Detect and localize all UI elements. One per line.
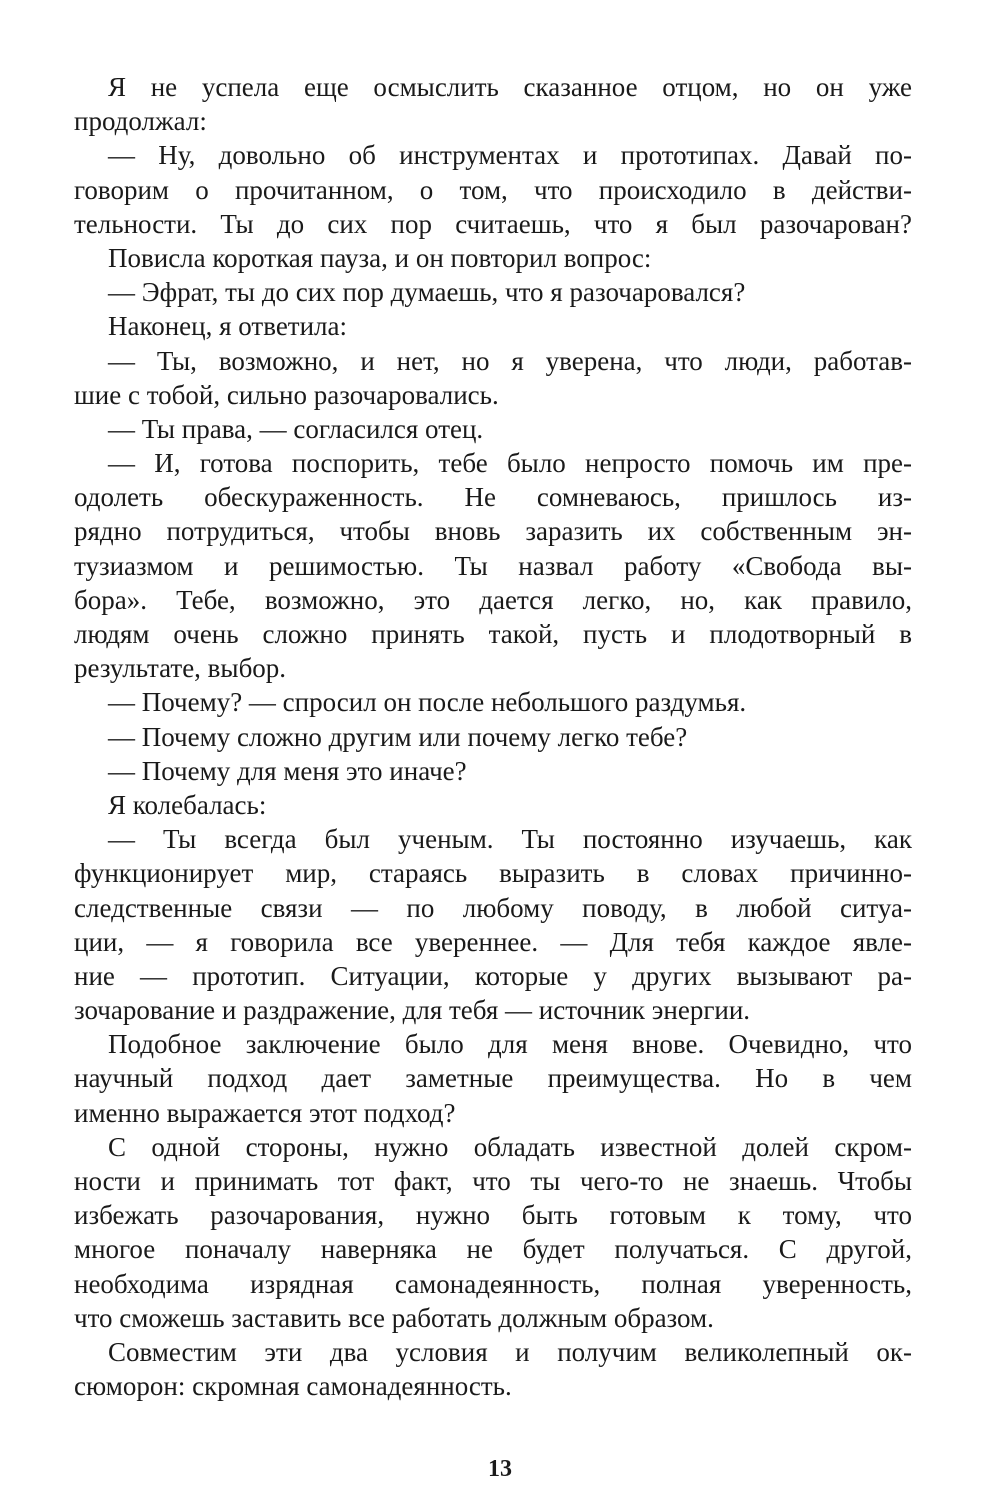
text-line: — Ты права, — согласился отец. <box>108 413 484 444</box>
text-line: тельности. Ты до сих пор считаешь, что я был разочарован? <box>74 208 912 239</box>
text-line: сюморон: скромная самонадеянность. <box>74 1371 512 1402</box>
text-line: — Ты всегда был ученым. Ты постоянно изучаешь, как <box>108 824 912 855</box>
text-line: шие с тобой, сильно разочаровались. <box>74 379 499 410</box>
text-line: одолеть обескураженность. Не сомневаюсь, пришлось из- <box>74 482 912 513</box>
text-line: ности и принимать тот факт, что ты чего-то не знаешь. Чтобы <box>74 1166 912 1196</box>
page-number: 13 <box>488 1456 512 1482</box>
text-line: Наконец, я ответила: <box>108 311 348 342</box>
text-line: рядно потрудиться, чтобы вновь заразить их собственным эн- <box>74 516 912 547</box>
text-line: многое поначалу наверняка не будет получаться. С другой, <box>74 1234 912 1265</box>
text-line: бора». Тебе, возможно, это дается легко, но, как правило, <box>74 584 912 615</box>
text-line: — И, готова поспорить, тебе было непросто помочь им пре- <box>108 448 912 479</box>
text-line: Я колебалась: <box>108 789 267 820</box>
text-line: именно выражается этот подход? <box>74 1097 456 1128</box>
text-line: необходима изрядная самонадеянность, полная уверенность, <box>74 1268 912 1299</box>
text-line: что сможешь заставить все работать должным образом. <box>74 1302 714 1333</box>
text-line: Совместим эти два условия и получим великолепный ок- <box>108 1336 912 1367</box>
text-line: людям очень сложно принять такой, пусть и плодотворный в <box>74 619 912 649</box>
text-line: научный подход дает заметные преимущества. Но в чем <box>74 1063 912 1094</box>
body-text <box>74 70 912 1403</box>
text-line: ции, — я говорила все увереннее. — Для тебя каждое явле- <box>74 926 912 957</box>
text-line: избежать разочарования, нужно быть готовым к тому, что <box>74 1200 912 1231</box>
text-line: говорим о прочитанном, о том, что происходило в действи- <box>74 174 912 205</box>
text-line: тузиазмом и решимостью. Ты назвал работу «Свобода вы- <box>74 550 912 581</box>
text-line: результате, выбор. <box>74 653 287 684</box>
text-line: — Ты, возможно, и нет, но я уверена, что люди, работав- <box>108 345 912 376</box>
text-line: Я не успела еще осмыслить сказанное отцом, но он уже <box>108 72 912 102</box>
text-line: — Почему? — спросил он после небольшого раздумья. <box>108 687 747 718</box>
text-line: — Эфрат, ты до сих пор думаешь, что я разочаровался? <box>108 277 746 308</box>
text-line: С одной стороны, нужно обладать известной долей скром- <box>108 1131 912 1162</box>
text-line: зочарование и раздражение, для тебя — источник энергии. <box>74 995 751 1026</box>
text-line: Повисла короткая пауза, и он повторил вопрос: <box>108 242 652 273</box>
text-line: продолжал: <box>74 106 207 137</box>
text-line: следственные связи — по любому поводу, в любой ситуа- <box>74 892 912 923</box>
text-line: — Почему для меня это иначе? <box>108 755 467 786</box>
text-line: ние — прототип. Ситуации, которые у других вызывают ра- <box>74 960 912 991</box>
text-line: — Почему сложно другим или почему легко тебе? <box>108 721 688 752</box>
text-line: Подобное заключение было для меня внове. Очевидно, что <box>108 1029 912 1060</box>
text-line: — Ну, довольно об инструментах и прототипах. Давай по- <box>108 140 912 171</box>
text-line: функционирует мир, стараясь выразить в словах причинно- <box>74 858 912 889</box>
